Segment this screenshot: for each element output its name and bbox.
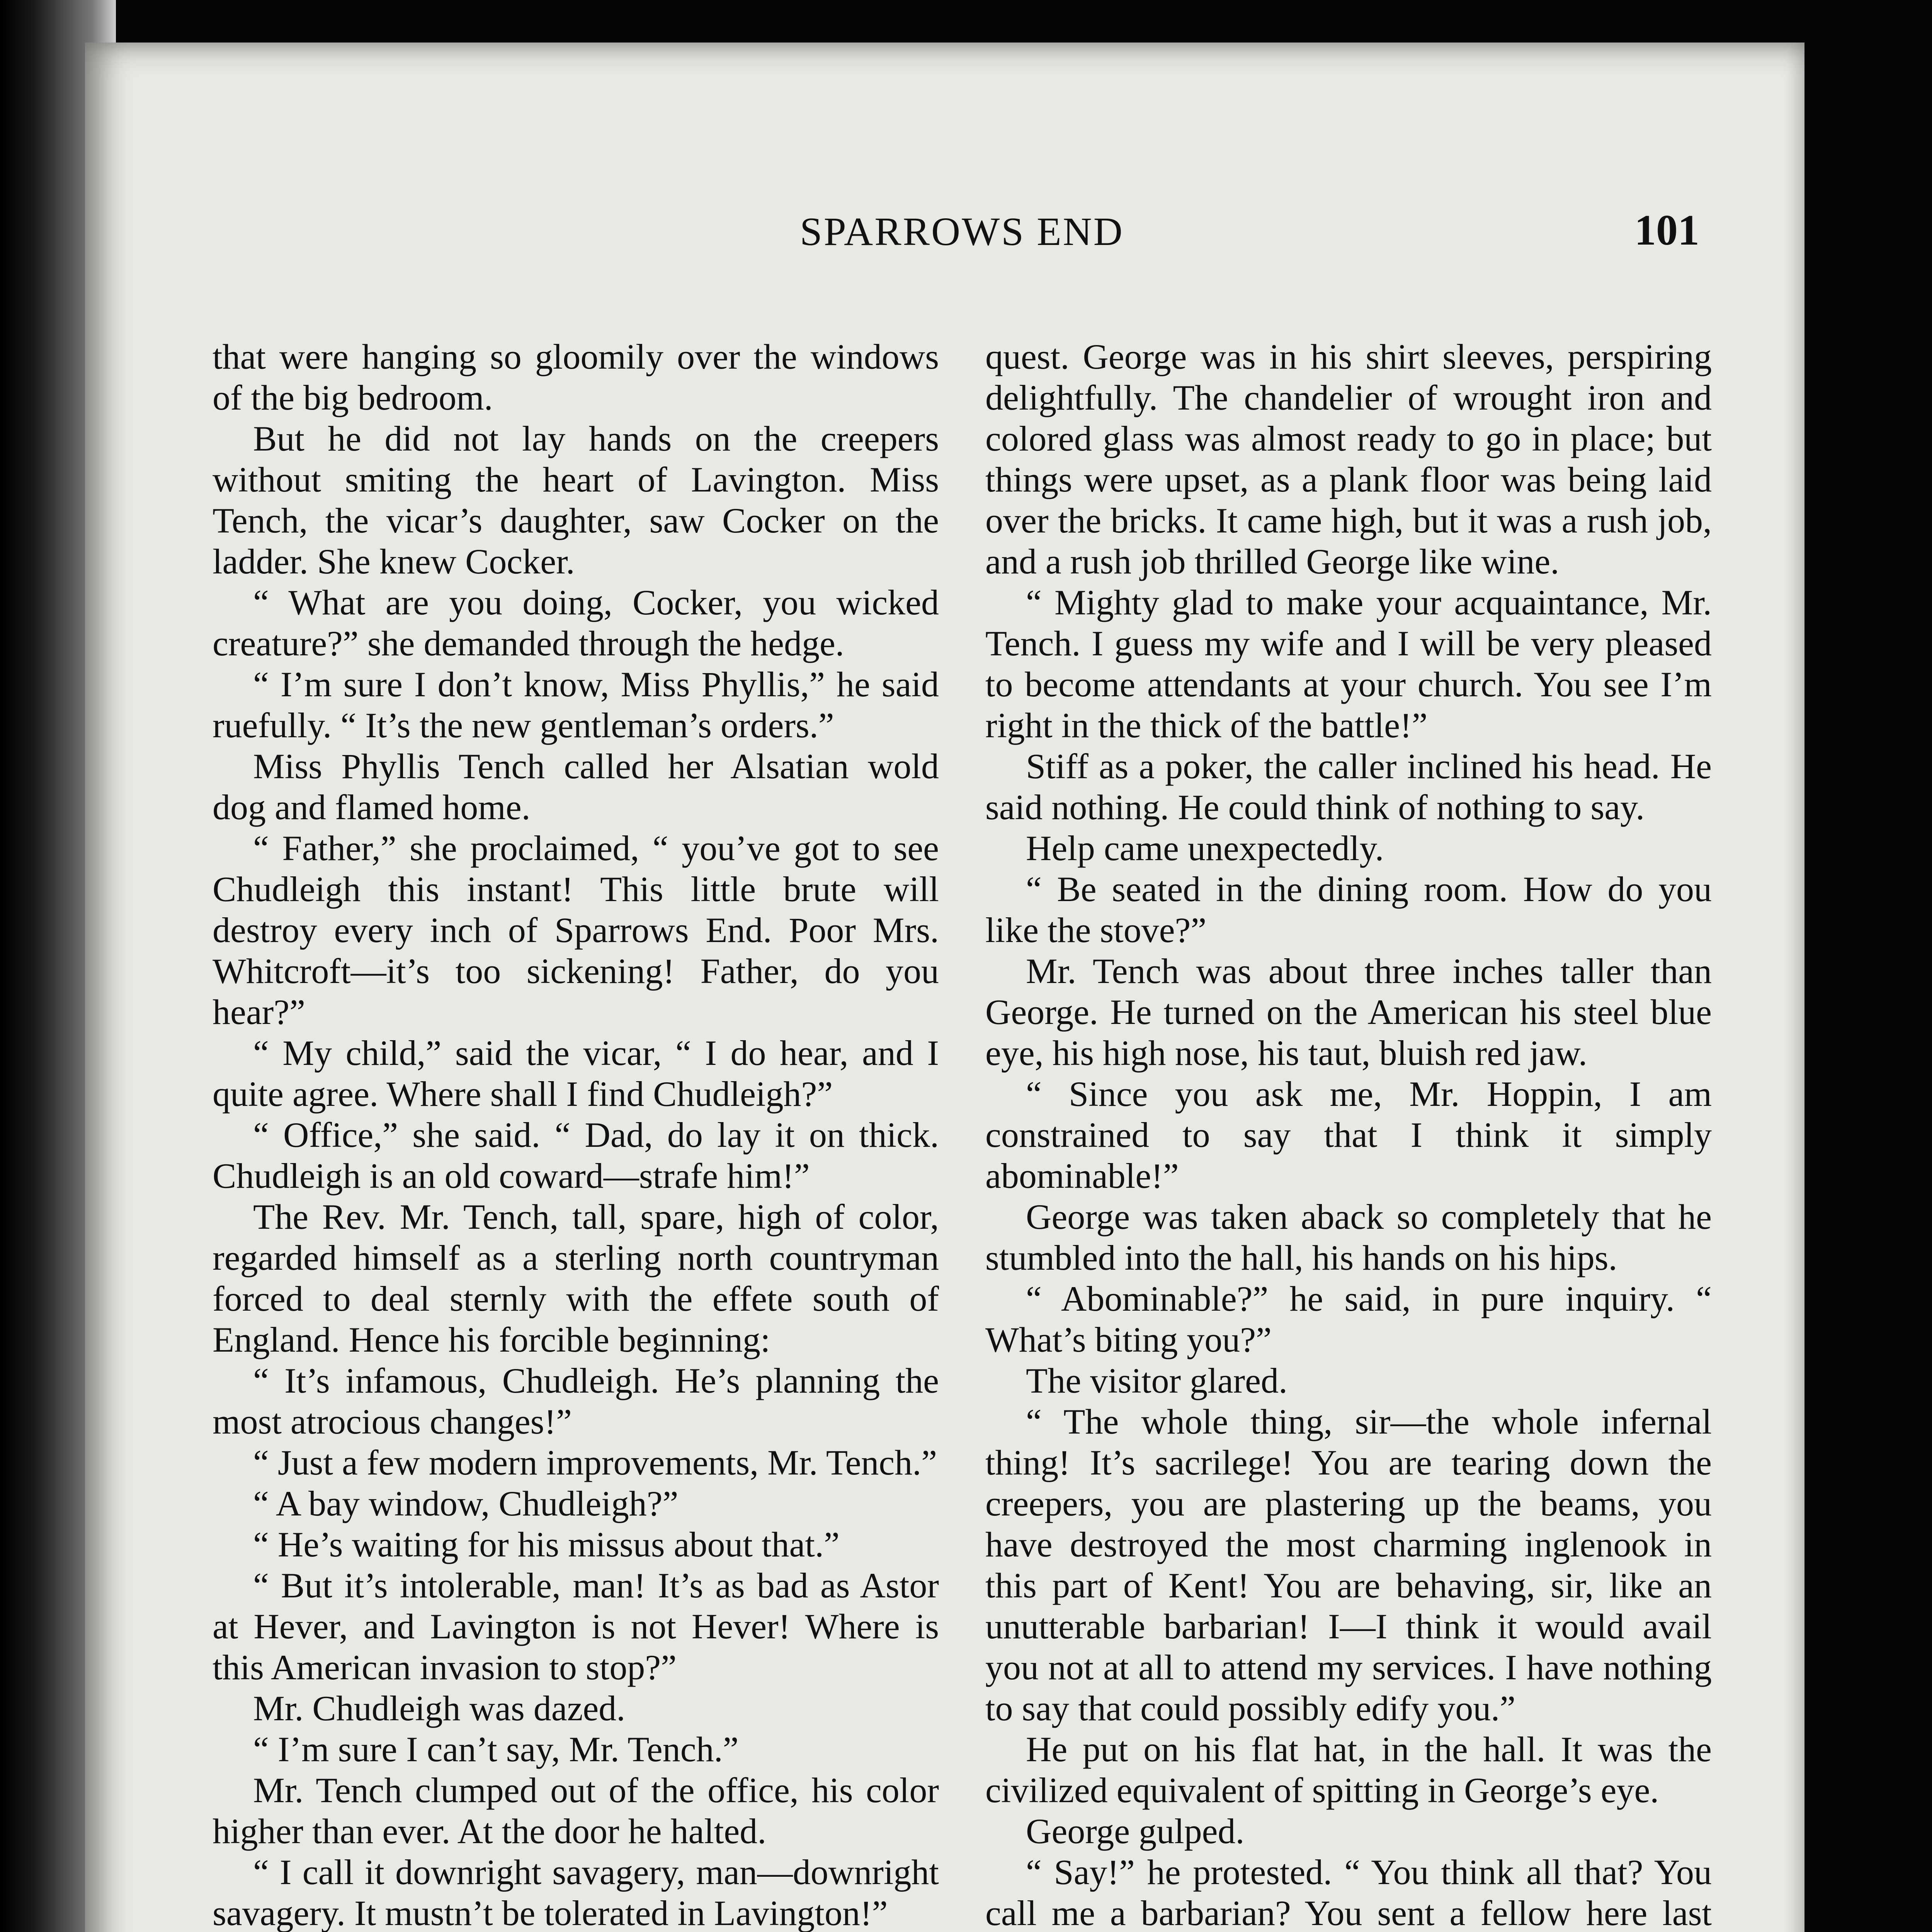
paragraph: that were hanging so gloomily over the windows of the big bedroom. xyxy=(213,337,939,417)
paragraph: Mr. Chudleigh was dazed. xyxy=(253,1689,626,1728)
paragraph: quest. George was in his shirt sleeves, perspiring delightfully. The chandelier of wrought iron and colored glass was almost ready to go in place; but things were upset, as a plank floor was being laid over the bricks. It came high, but it was a rush job, and a rush job thrilled George like wine. xyxy=(985,337,1712,581)
paragraph: “ He’s waiting for his missus about that.” xyxy=(253,1525,840,1564)
book-page xyxy=(85,43,1804,1932)
paragraph: “ I’m sure I don’t know, Miss Phyllis,” he said ruefully. “ It’s the new gentleman’s orders.” xyxy=(213,665,939,745)
paragraph: “ Since you ask me, Mr. Hoppin, I am constrained to say that I think it simply abominable!” xyxy=(985,1074,1712,1196)
paragraph: “ Be seated in the dining room. How do you like the stove?” xyxy=(985,869,1712,950)
text-column-left xyxy=(213,336,939,1932)
paragraph: “ Office,” she said. “ Dad, do lay it on thick. Chudleigh is an old coward—strafe him!” xyxy=(213,1115,939,1196)
paragraph: The Rev. Mr. Tench, tall, spare, high of color, regarded himself as a sterling north countryman forced to deal sternly with the effete south of England. Hence his forcible beginning: xyxy=(213,1197,939,1359)
paragraph: But he did not lay hands on the creepers without smiting the heart of Lavington. Miss Tench, the vicar’s daughter, saw Cocker on the ladder. She knew Cocker. xyxy=(213,419,939,581)
running-head: SPARROWS END xyxy=(800,209,1124,254)
paragraph: “ Mighty glad to make your acquaintance, Mr. Tench. I guess my wife and I will be very pleased to become attendants at your church. You see I’m right in the thick of the battle!” xyxy=(985,583,1712,745)
paragraph: George was taken aback so completely that he stumbled into the hall, his hands on his hips. xyxy=(985,1197,1712,1277)
paragraph: “ It’s infamous, Chudleigh. He’s planning the most atrocious changes!” xyxy=(213,1361,939,1441)
paragraph: “ My child,” said the vicar, “ I do hear, and I quite agree. Where shall I find Chudleigh?” xyxy=(213,1033,939,1114)
paragraph: “ Just a few modern improvements, Mr. Tench.” xyxy=(253,1443,937,1482)
text-column-right xyxy=(985,336,1712,1932)
paragraph: Help came unexpectedly. xyxy=(1026,828,1384,868)
page-number: 101 xyxy=(1634,206,1699,254)
paragraph: “ Father,” she proclaimed, “ you’ve got to see Chudleigh this instant! This little brute will destroy every inch of Sparrows End. Poor Mrs. Whitcroft—it’s too sickening! Father, do you hear?” xyxy=(213,828,939,1032)
paragraph: “ Say!” he protested. “ You think all that? You call me a barbarian? You sent a fellow here last xyxy=(985,1852,1712,1932)
page-header xyxy=(85,206,1804,278)
paragraph: “ Abominable?” he said, in pure inquiry. “ What’s biting you?” xyxy=(985,1279,1712,1359)
paragraph: George gulped. xyxy=(1026,1811,1245,1851)
paragraph: The visitor glared. xyxy=(1026,1361,1288,1400)
paragraph: “ I’m sure I can’t say, Mr. Tench.” xyxy=(253,1730,739,1769)
paragraph: Miss Phyllis Tench called her Alsatian wold dog and flamed home. xyxy=(213,747,939,827)
paragraph: “ But it’s intolerable, man! It’s as bad as Astor at Hever, and Lavington is not Hever! Where is this American invasion to stop?” xyxy=(213,1566,939,1687)
paragraph: “ What are you doing, Cocker, you wicked creature?” she demanded through the hedge. xyxy=(213,583,939,663)
paragraph: “ The whole thing, sir—the whole infernal thing! It’s sacrilege! You are tearing down the creepers, you are plastering up the beams, you have destroyed the most charming inglenook in this part of Kent! You are behaving, sir, like an unutterable barbarian! I—I think it would avail you not at all to attend my services. I have nothing to say that could possibly edify you.” xyxy=(985,1402,1712,1728)
paragraph: “ I call it downright savagery, man—downright savagery. It mustn’t be tolerated in Lavington!” xyxy=(213,1852,939,1932)
paragraph: Mr. Tench clumped out of the office, his color higher than ever. At the door he halted. xyxy=(213,1770,939,1851)
paragraph: Stiff as a poker, the caller inclined his head. He said nothing. He could think of nothing to say. xyxy=(985,747,1712,827)
paragraph: He put on his flat hat, in the hall. It was the civilized equivalent of spitting in George’s eye. xyxy=(985,1730,1712,1810)
paragraph: “ A bay window, Chudleigh?” xyxy=(253,1484,679,1523)
paragraph: Mr. Tench was about three inches taller than George. He turned on the American his steel blue eye, his high nose, his taut, bluish red jaw. xyxy=(985,951,1712,1073)
